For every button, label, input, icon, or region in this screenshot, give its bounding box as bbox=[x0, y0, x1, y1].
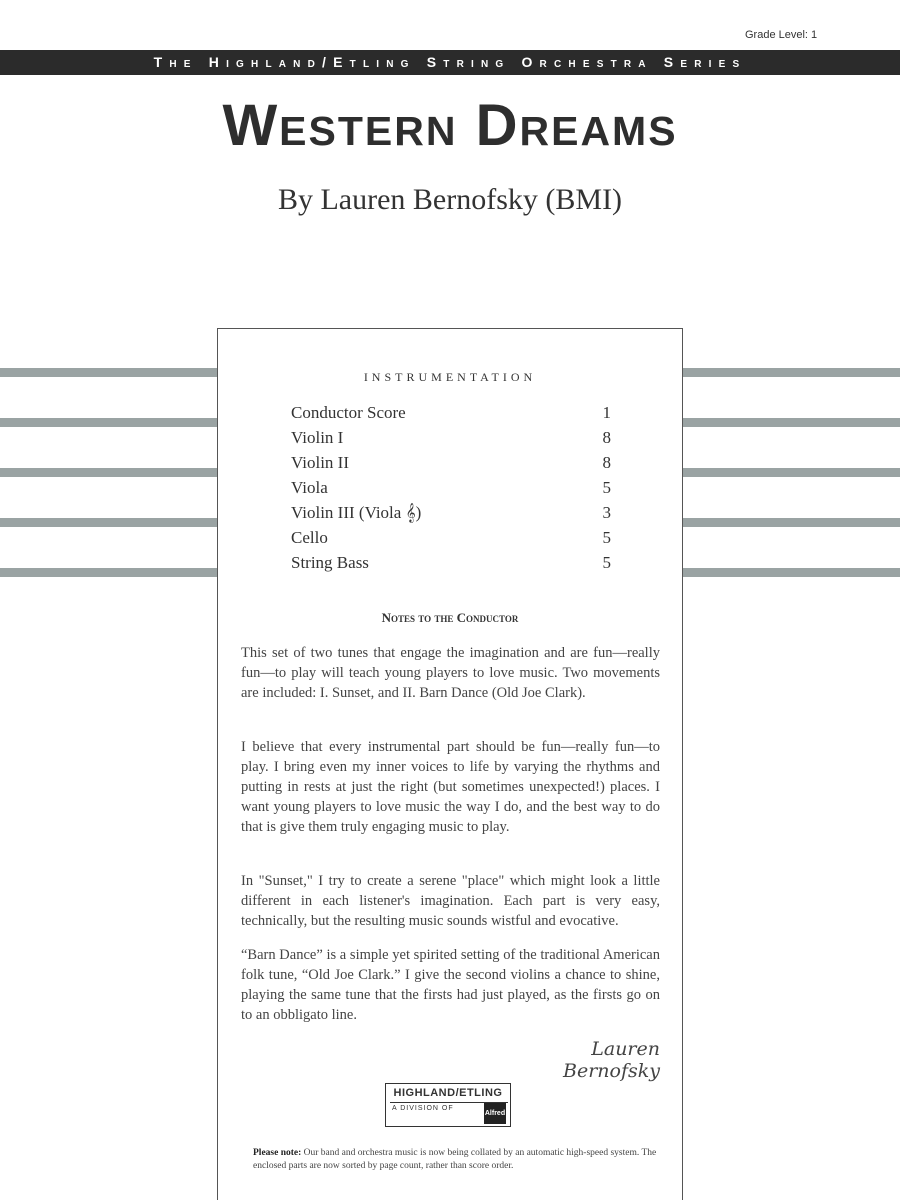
publisher-logo bbox=[385, 1083, 511, 1127]
instrument-name: Conductor Score bbox=[291, 403, 406, 422]
logo-name: HIGHLAND/ETLING bbox=[393, 1087, 503, 1099]
instrument-name: Violin I bbox=[291, 428, 344, 447]
instrumentation-row bbox=[291, 500, 611, 525]
please-note bbox=[253, 1147, 663, 1173]
series-banner: The Highland/Etling String Orchestra Series bbox=[0, 50, 900, 75]
staff-line bbox=[683, 568, 900, 577]
instrumentation-heading: INSTRUMENTATION bbox=[363, 370, 537, 384]
instrument-count: 8 bbox=[602, 428, 611, 447]
staff-line bbox=[0, 418, 217, 427]
composer-byline: By Lauren Bernofsky (BMI) bbox=[277, 183, 623, 216]
grade-level: Grade Level: 1 bbox=[745, 29, 818, 41]
please-note-text: Our band and orchestra music is now being collated by an automatic high-speed system. The enclosed parts are now sorted by page count, rather than score order. bbox=[253, 1148, 657, 1171]
staff-line bbox=[683, 468, 900, 477]
staff-line bbox=[0, 368, 217, 377]
alfred-logo-icon: Alfred bbox=[484, 1103, 506, 1124]
staff-line bbox=[683, 518, 900, 527]
instrument-count: 5 bbox=[602, 528, 611, 547]
notes-paragraph: I believe that every instrumental part should be fun—really fun—to play. I bring even my inner voices to life by varying the rhythms and putting in rests at just the right (but sometimes unexpected!) places. I want young players to love music the way I do, and the best way to do that is give them truly engaging music to play. bbox=[241, 739, 660, 835]
instrument-name: Violin III (Viola 𝄞) bbox=[291, 503, 422, 522]
notes-paragraph: This set of two tunes that engage the imagination and are fun—really fun—to play will teach young players to love music. Two movements are included: I. Sunset, and II. Barn Dance (Old Joe Clark). bbox=[241, 645, 660, 701]
instrument-name: Violin II bbox=[291, 453, 349, 472]
staff-line bbox=[683, 418, 900, 427]
notes-paragraph: “Barn Dance” is a simple yet spirited setting of the traditional American folk tune, “Old Joe Clark.” I give the second violins a chance to shine, playing the same tune that the firsts had just played, as the firsts go on to an obbligato line. bbox=[241, 947, 660, 1023]
staff-line bbox=[0, 468, 217, 477]
instrumentation-list bbox=[291, 400, 611, 575]
instrument-name: Viola bbox=[291, 478, 328, 497]
instrumentation-row bbox=[291, 550, 611, 575]
instrument-count: 5 bbox=[602, 553, 611, 572]
instrument-count: 8 bbox=[602, 453, 611, 472]
staff-line bbox=[0, 568, 217, 577]
instrument-count: 1 bbox=[602, 403, 611, 422]
instrumentation-row bbox=[291, 400, 611, 425]
logo-subtitle: A DIVISION OF bbox=[392, 1105, 454, 1112]
instrument-count: 3 bbox=[602, 503, 611, 522]
notes-heading: Notes to the Conductor bbox=[381, 610, 519, 625]
instrument-name: Cello bbox=[291, 528, 328, 547]
instrumentation-row bbox=[291, 425, 611, 450]
instrument-count: 5 bbox=[602, 478, 611, 497]
page-title: Western Dreams bbox=[222, 93, 678, 158]
composer-signature: Lauren Bernofsky bbox=[563, 1038, 660, 1082]
instrumentation-row bbox=[291, 475, 611, 500]
staff-line bbox=[683, 368, 900, 377]
instrumentation-row bbox=[291, 525, 611, 550]
please-note-label: Please note: bbox=[253, 1148, 302, 1158]
instrumentation-row bbox=[291, 450, 611, 475]
staff-line bbox=[0, 518, 217, 527]
notes-paragraph: In "Sunset," I try to create a serene "place" which might look a little different in each listener's imagination. Each part is very easy, technically, but the resulting music sounds wistful and evocative. bbox=[241, 873, 660, 929]
instrument-name: String Bass bbox=[291, 553, 369, 572]
